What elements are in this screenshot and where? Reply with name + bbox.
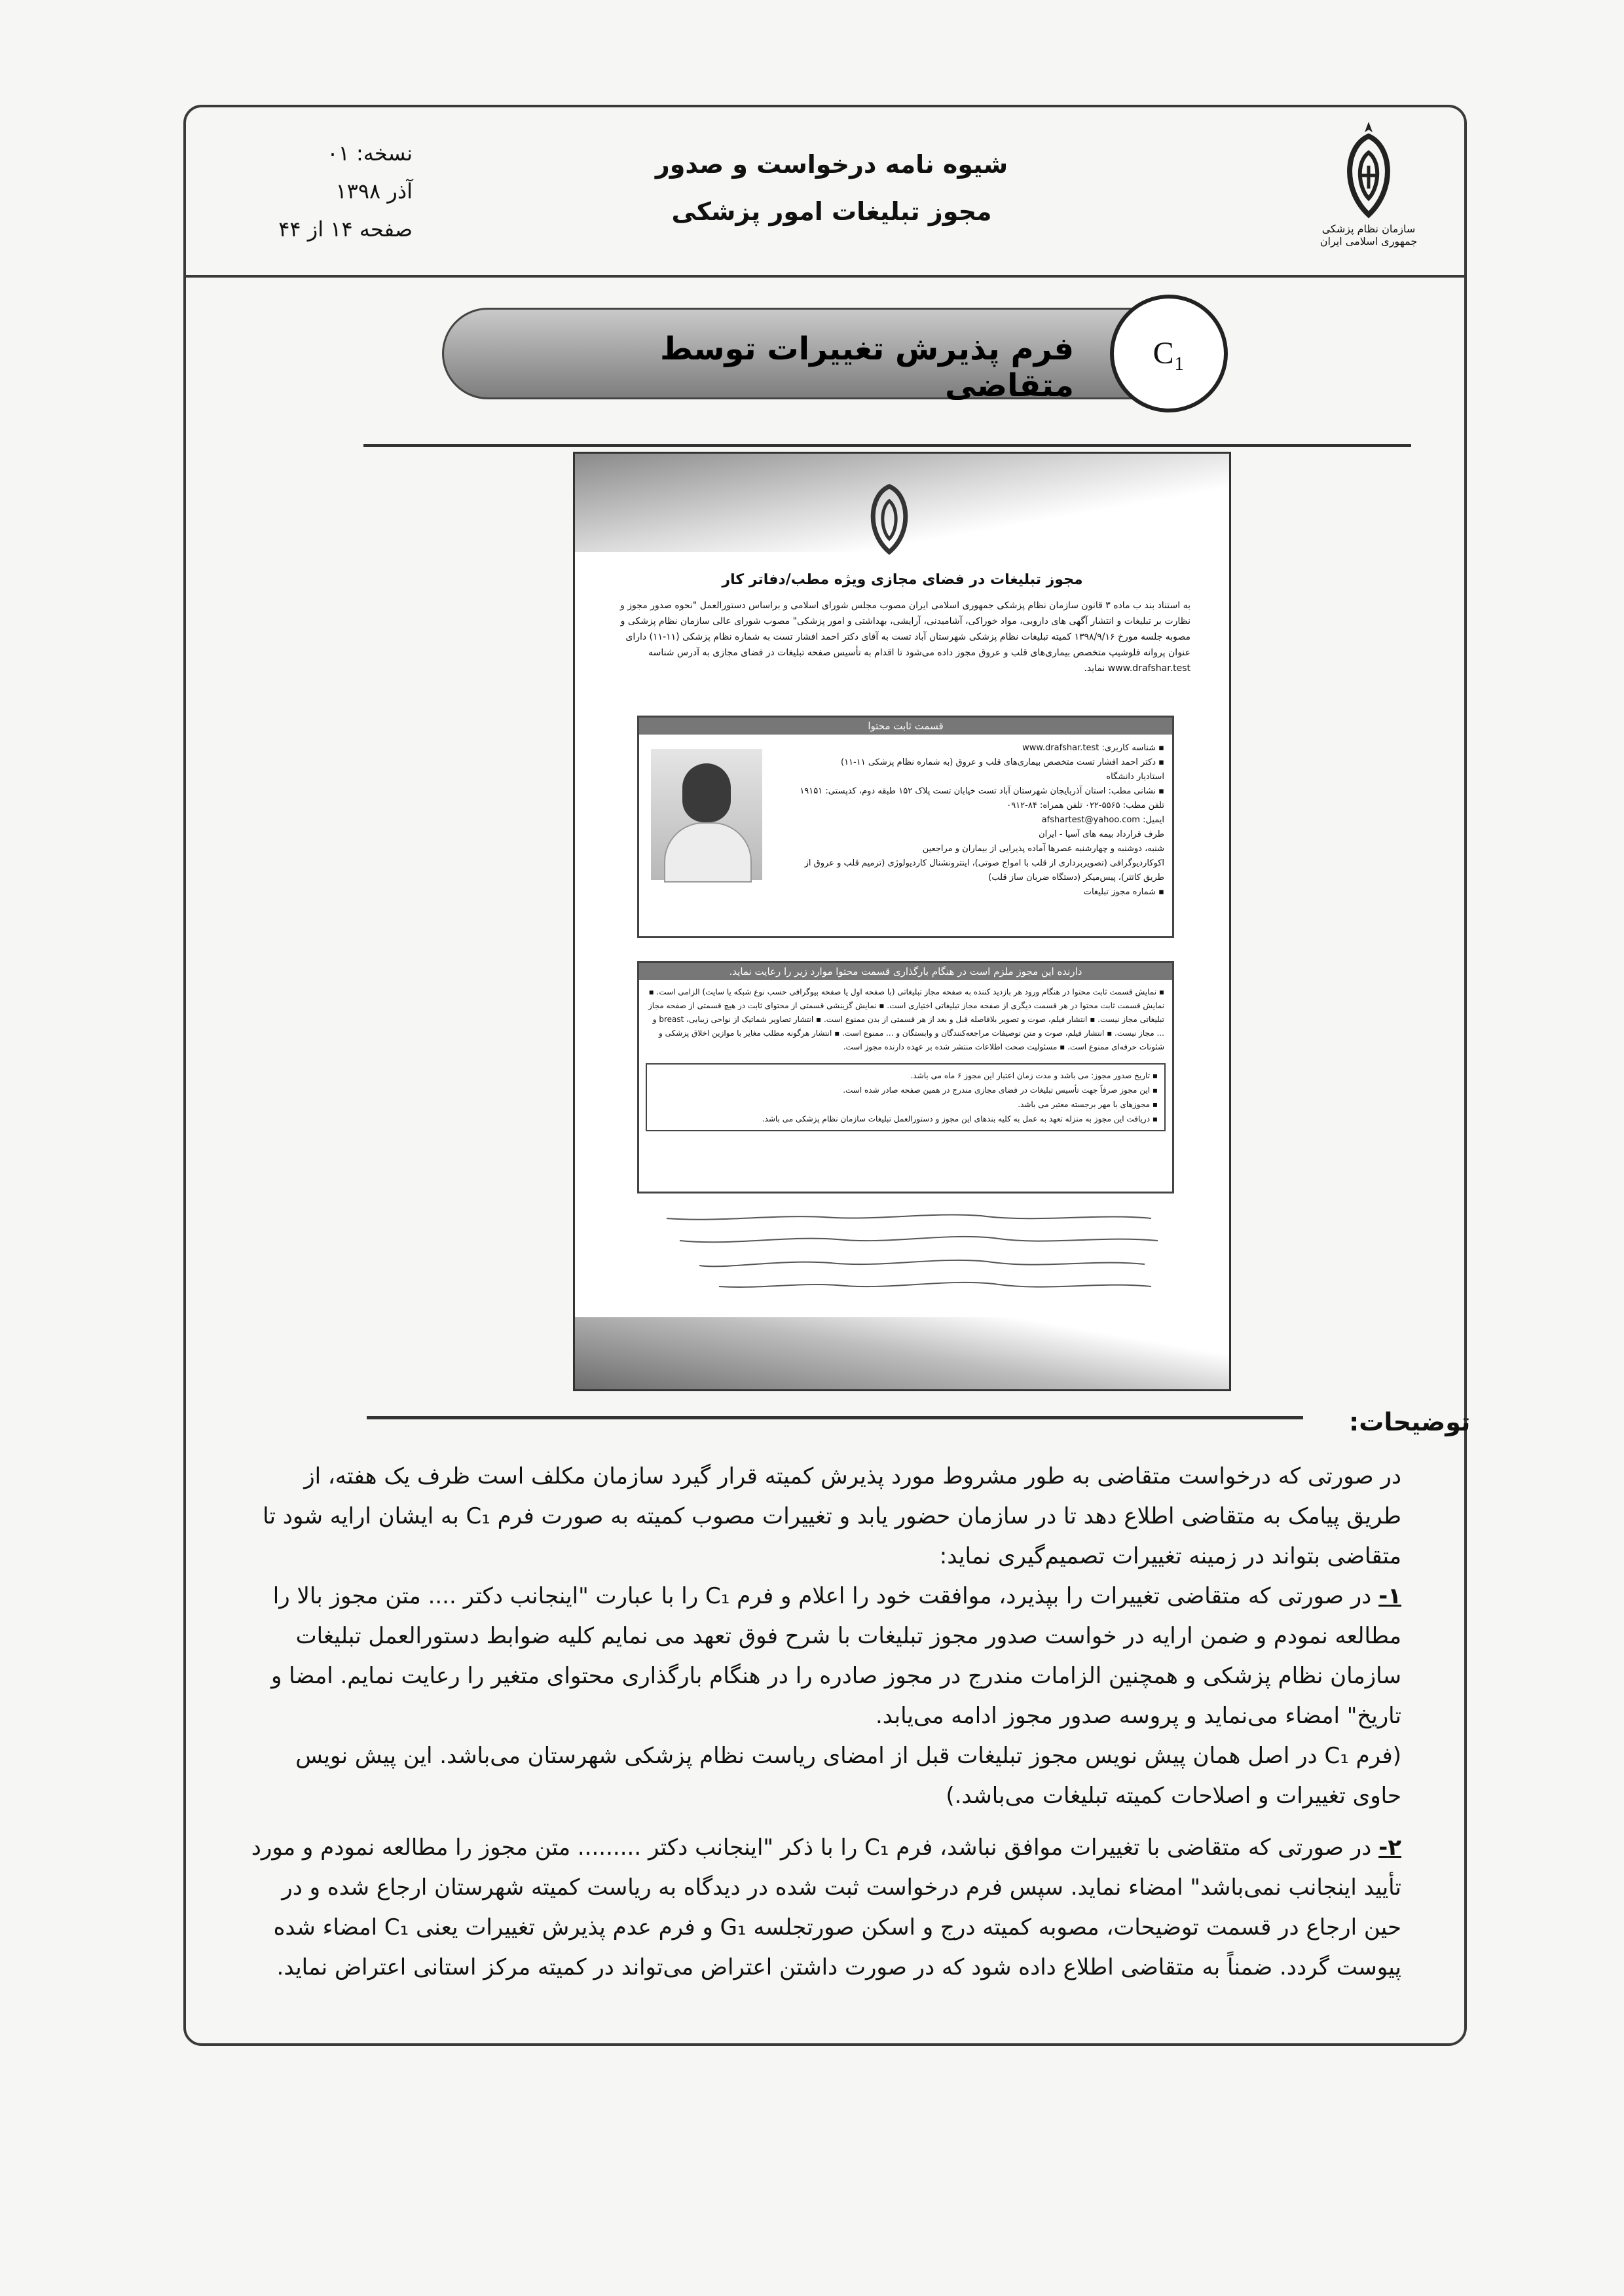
scan-title: مجوز تبلیغات در فضای مجازی ویژه مطب/دفاتر کار [722,572,1083,588]
license-scan [573,452,1231,1391]
date-label: آذر ۱۳۹۸ [335,179,413,204]
field-line: اکوکاردیوگرافی (تصویربرداری از قلب با امواج صوتی)، اینترونشنال کاردیولوژی (ترمیم قلب و عروق از طریق کاتتر)، پیس‌میکر (دستگاه ضربان ساز قلب) [804,858,1164,883]
notes-remark: (فرم C₁ در اصل همان پیش نویس مجوز تبلیغات قبل از امضای ریاست نظام پزشکی شهرستان می‌باشد. این پیش نویس حاوی تغییرات و اصلاحات کمیته تبلیغات می‌باشد.) [295,1743,1401,1809]
notes-body [246,1457,1401,1988]
field-line: تلفن مطب: ۵۵۶۵-۰۲۲ تلفن همراه: ۸۴-۰۹۱۲ [1006,801,1164,811]
field-line: طرف قرارداد بیمه های آسیا - ایران [1039,829,1164,839]
scan-logo-icon [850,473,929,572]
license-terms-box [646,1063,1166,1131]
document-meta [216,134,413,248]
term-line: ▪ مجوزهای با مهر برجسته معتبر می باشد. [1018,1100,1158,1109]
fixed-content-heading: قسمت ثابت محتوا [639,718,1172,735]
item-text: در صورتی که متقاضی تغییرات را بپذیرد، موافقت خود را اعلام و فرم C₁ را با عبارت "اینجانب دکتر .... متن مجوز بالا را مطالعه نمودم و ضمن ارایه در خواست صدور مجوز تبلیغات با شرح فوق تعهد می نمایم کلیه ضوابط دستورالعمل تبلیغات سازمان نظام پزشکی و همچنین الزامات مندرج در مجوز صادره را در هنگام بارگذاری محتوای متغیر را رعایت نمایم. امضا و تاریخ" امضاء می‌نماید و پروسه صدور مجوز ادامه می‌یابد. [270,1583,1401,1729]
rules-text: ▪ نمایش قسمت ثابت محتوا در هنگام ورود هر بازدید کننده به صفحه مجاز تبلیغاتی (با صفحه اول یا صفحه بیوگرافی حسب نوع شبکه یا سایت) الزامی است. ▪ نمایش قسمت ثابت محتوا در هر قسمت دیگری از صفحه مجاز تبلیغاتی اختیاری است. ▪ نمایش گزینشی قسمتی از محتوای ثابت در هیچ قسمتی از صفحه مجاز تبلیغاتی مجاز نیست. ▪ انتشار فیلم، صوت و تصویر بلافاصله قبل و بعد از هر قسمتی از بدن ممنوع است. ▪ انتشار تصاویر شماتیک از نواحی زیبایی، breast و ... مجاز نیست. ▪ انتشار فیلم، صوت و متن توصیفات مراجعه‌کنندگان و وابستگان و ... ممنوع است. ▪ انتشار هرگونه مطلب مغایر با موازین اخلاق پزشکی و شئونات حرفه‌ای ممنوع است. ▪ مسئولیت صحت اطلاعات منتشر شده بر عهده دارنده مجوز است. [648,987,1164,1051]
field-line: ▪ دکتر احمد افشار تست متخصص بیماری‌های قلب و عروق (به شماره نظام پزشکی ۱۱-۱۱) [841,757,1164,767]
field-line: ▪ شماره مجوز تبلیغات [1083,887,1164,897]
item-number: ۲- [1378,1834,1401,1861]
rules-heading: دارنده این مجوز ملزم است در هنگام بارگذاری قسمت محتوا موارد زیر را رعایت نماید. [639,963,1172,980]
scan-bottom-band [575,1317,1229,1389]
field-line: ▪ نشانی مطب: استان آذربایجان شهرستان آباد تست خیابان تست پلاک ۱۵۲ طبقه دوم، کدپستی: ۱۹۱۵۱ [800,786,1164,796]
photo-head [682,763,731,822]
fixed-content-box [637,716,1174,938]
term-line: ▪ تاریخ صدور مجوز: می باشد و مدت زمان اعتبار این مجوز ۶ ماه می باشد. [910,1071,1158,1080]
fixed-content-fields [798,741,1164,900]
form-code-badge: C₁ [1110,295,1228,412]
title-line-2: مجوز تبلیغات امور پزشکی [671,197,992,226]
field-line: استادیار دانشگاه [1106,772,1164,782]
item-text: در صورتی که متقاضی با تغییرات موافق نباشد، فرم C₁ را با ذکر "اینجانب دکتر ......... متن مجوز را مطالعه نمودم و مورد تأیید اینجانب نمی‌باشد" امضاء نماید. سپس فرم درخواست ثبت شده در دیدگاه به ریاست کمیته شهرستان ارجاع شده و در حین ارجاع در قسمت توضیحات، مصوبه کمیته درج و اسکن صورتجلسه G₁ و فرم عدم پذیرش تغییرات یعنی C₁ امضاء شده پیوست گردد. ضمناً به متقاضی اطلاع داده شود که در صورت داشتن اعتراض می‌تواند در کمیته مرکز استانی اعتراض نماید. [251,1834,1401,1980]
item-number: ۱- [1378,1583,1401,1609]
notes-divider [367,1416,1303,1419]
handwritten-signature [640,1207,1177,1305]
scan-intro: به استناد بند ب ماده ۳ قانون سازمان نظام پزشکی جمهوری اسلامی ایران مصوب مجلس شورای اسلامی و براساس دستورالعمل "نحوه صدور مجوز و نظارت بر تبلیغات و انتشار آگهی های دارویی، مواد خوراکی، آشامیدنی، آرایشی، بهداشتی و امور پزشکی" مصوب شورای عالی سازمان نظام پزشکی و مصوبه جلسه مورخ ۱۳۹۸/۹/۱۶ کمیته تبلیغات نظام پزشکی شهرستان آباد تست به آقای دکتر احمد افشار تست به شماره نظام پزشکی (۱۱-۱۱) دارای عنوان پروانه فلوشیپ متخصص بیماری‌های قلب و عروق مجوز داده می‌شود تا اقدام به تأسیس صفحه تبلیغات در فضای مجازی به آدرس شناسه www.drafshar.test نماید. [620,600,1190,674]
notes-item-2 [246,1828,1401,1988]
top-divider [363,444,1411,447]
field-line: ▪ شناسه کاربری: www.drafshar.test [1022,743,1164,753]
page-number: صفحه ۱۴ از ۴۴ [278,217,413,242]
notes-item-1 [246,1576,1401,1736]
document-title [602,141,1061,235]
photo-body [664,822,752,883]
header-separator [183,275,1467,278]
rules-box [637,961,1174,1194]
logo-caption: سازمان نظام پزشکی جمهوری اسلامی ایران [1320,223,1418,247]
term-line: ▪ دریافت این مجوز به منزله تعهد به عمل به کلیه بندهای این مجوز و دستورالعمل تبلیغات سازمان نظام پزشکی می باشد. [762,1114,1158,1123]
notes-intro: در صورتی که درخواست متقاضی به طور مشروط مورد پذیرش کمیته قرار گیرد سازمان مکلف است ظرف یک هفته، از طریق پیامک به متقاضی اطلاع دهد تا در سازمان حضور یابد و تغییرات مصوب کمیته به صورت فرم C₁ به ایشان ارایه شود تا متقاضی بتواند در زمینه تغییرات تصمیم‌گیری نماید: [263,1463,1401,1569]
form-title: فرم پذیرش تغییرات توسط متقاضی [659,331,1074,404]
title-line-1: شیوه نامه درخواست و صدور [655,150,1008,179]
version-label: نسخه: ۰۱ [327,141,413,166]
field-line: شنبه، دوشنبه و چهارشنبه عصرها آماده پذیرایی از بیماران و مراجعین [922,844,1164,854]
doctor-photo [651,749,762,880]
term-line: ▪ این مجوز صرفاً جهت تأسیس تبلیغات در فضای مجازی مندرج در همین صفحه صادر شده است. [843,1085,1158,1095]
notes-heading: توضیحات: [1349,1408,1471,1436]
field-line: ایمیل: afshartest@yahoo.com [1041,815,1164,825]
